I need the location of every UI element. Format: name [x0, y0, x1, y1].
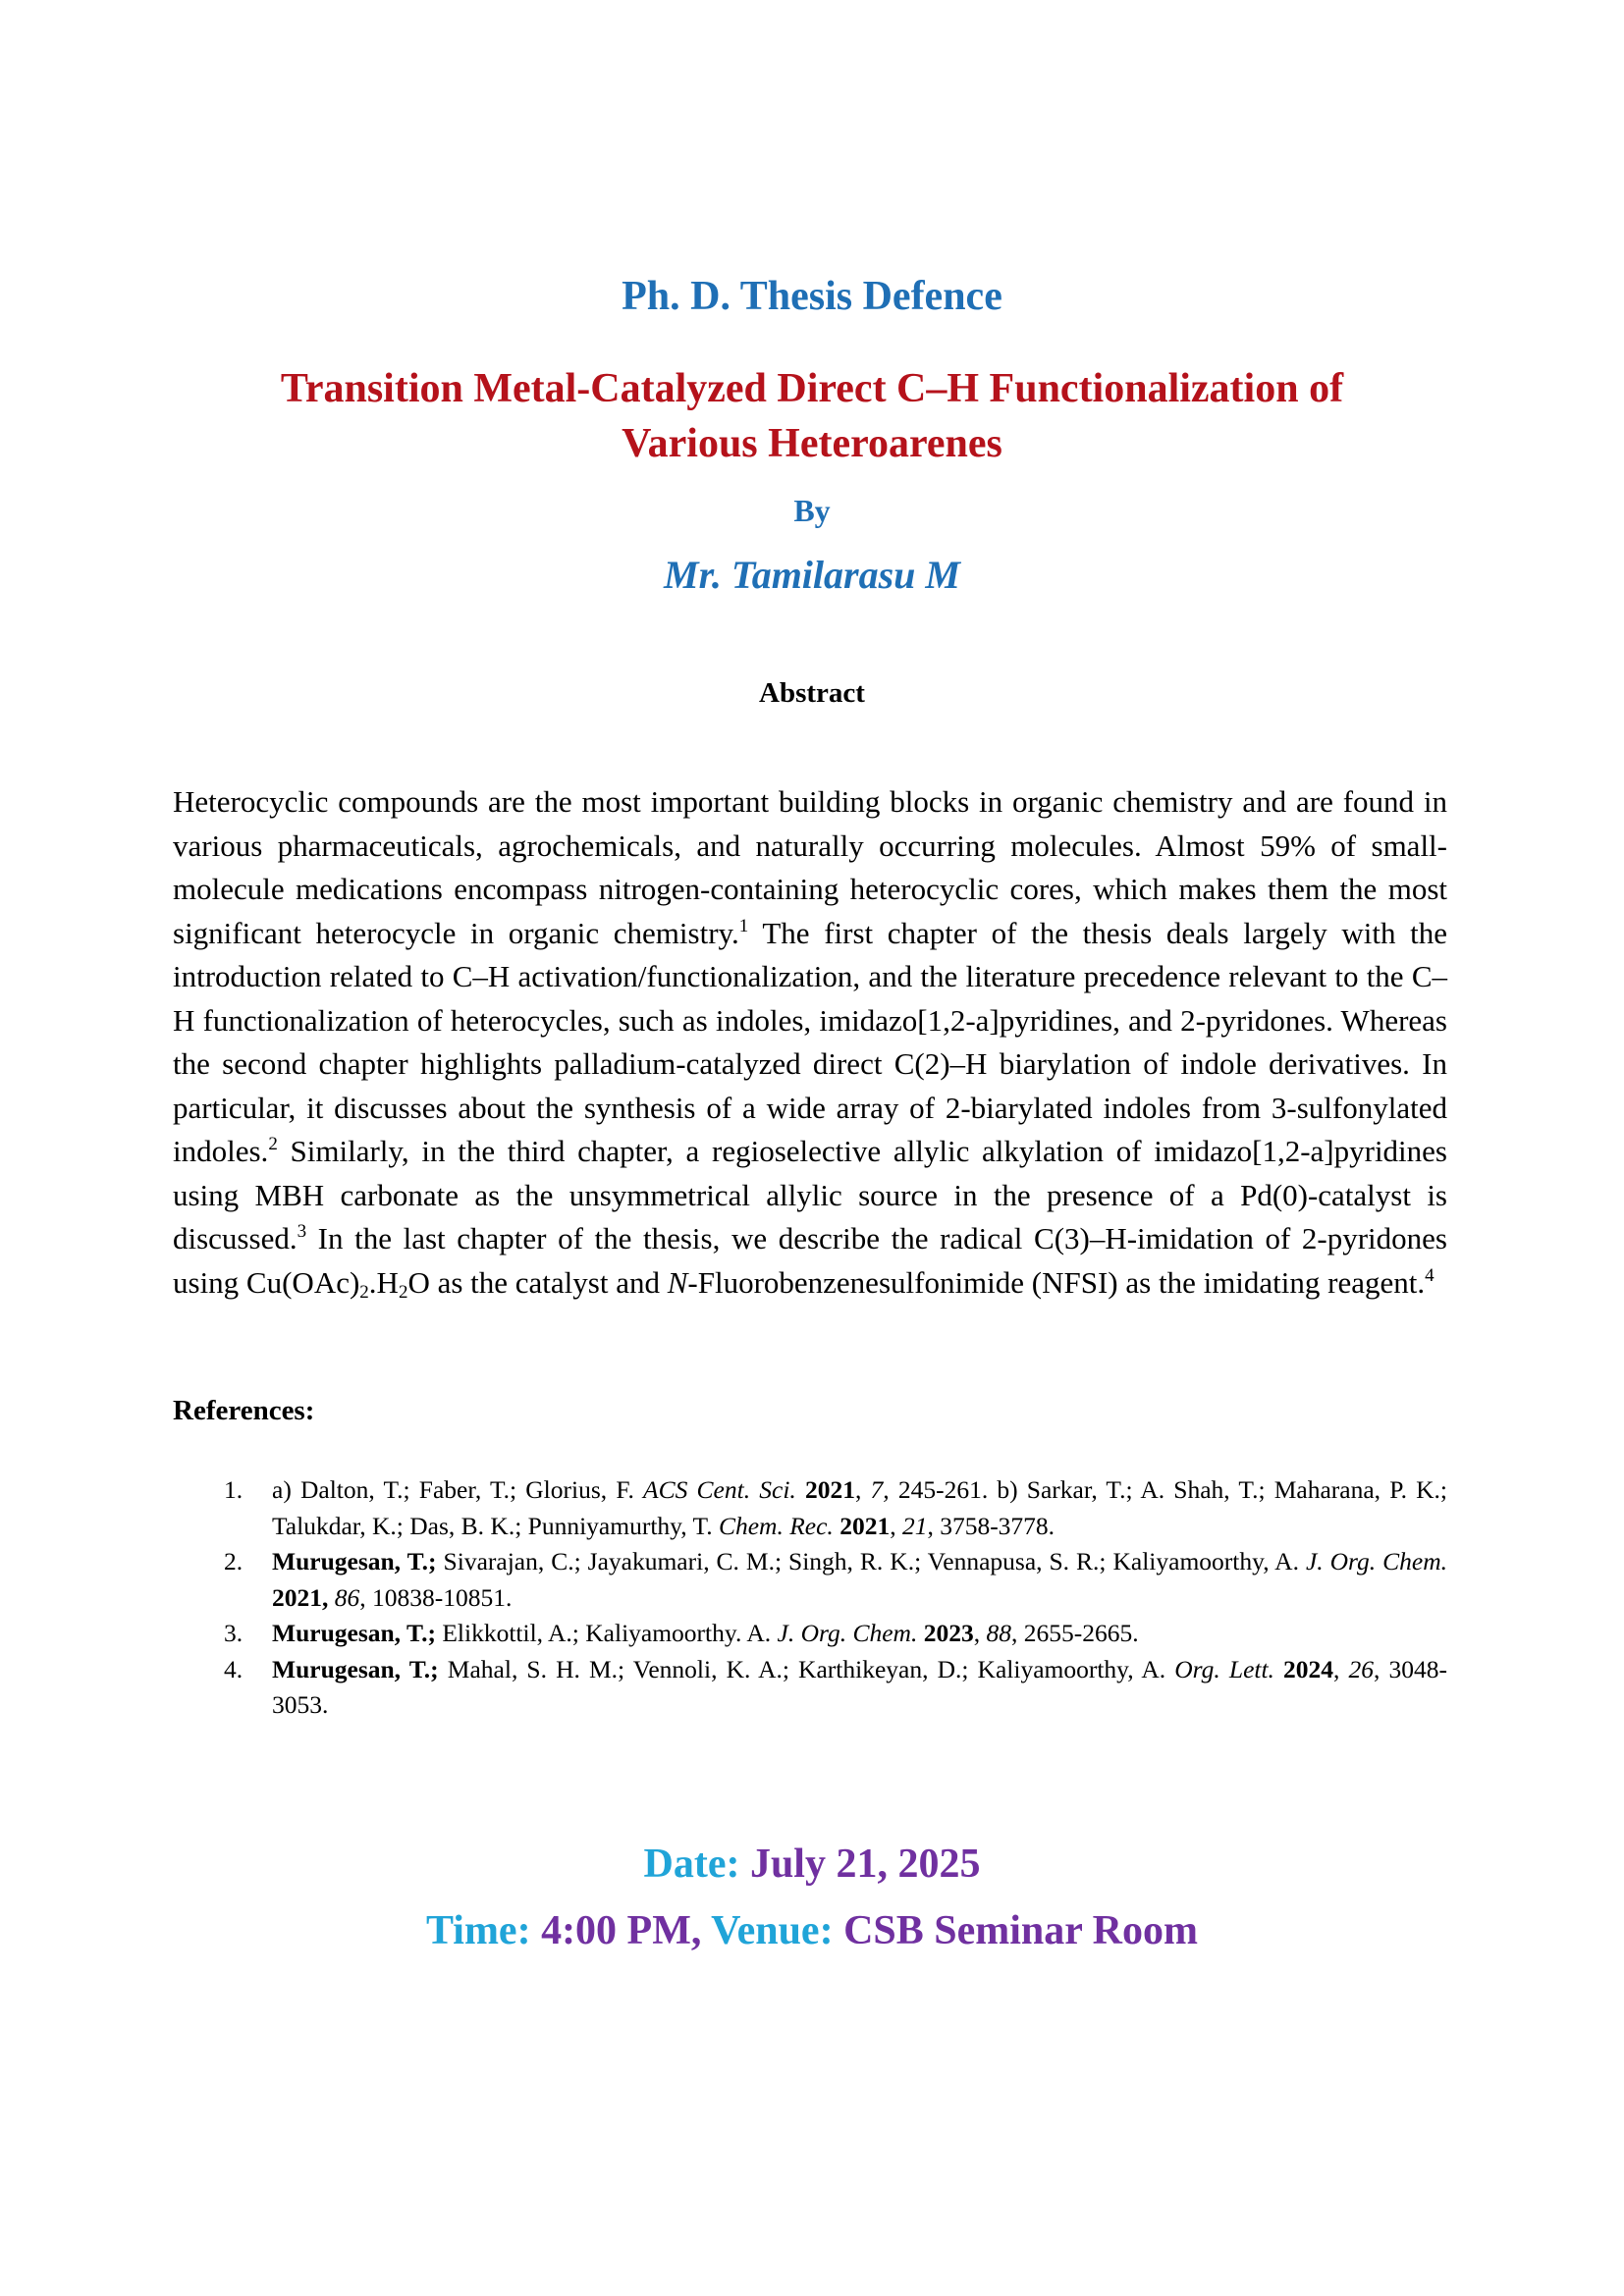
- references-list: [173, 1472, 1447, 1724]
- reference-volume: 21: [901, 1511, 928, 1540]
- reference-journal: ACS Cent. Sci.: [643, 1475, 796, 1504]
- reference-spacer: ,: [854, 1475, 871, 1504]
- date-line: [0, 1841, 1624, 1888]
- abstract-text-7: -Fluorobenzenesulfonimide (NFSI) as the imidating reagent.: [687, 1264, 1426, 1300]
- reference-text: a) Dalton, T.; Faber, T.; Glorius, F.: [272, 1475, 644, 1504]
- abstract-text-6: O as the catalyst and: [407, 1264, 668, 1300]
- reference-year: 2021,: [272, 1582, 329, 1612]
- reference-item-3: [173, 1616, 1447, 1652]
- reference-spacer: ,: [973, 1619, 987, 1647]
- thesis-title: [0, 361, 1624, 471]
- venue-value: CSB Seminar Room: [843, 1908, 1198, 1953]
- reference-item-1: [173, 1472, 1447, 1544]
- event-heading: Ph. D. Thesis Defence: [622, 274, 1002, 319]
- reference-text: 245-261. b) Sarkar, T.; A. Shah, T.; Maharana, P. K.; Talukdar, K.; Das, B. K.; Punniyamurthy, T.: [272, 1475, 1448, 1540]
- time-value: 4:00 PM,: [541, 1908, 712, 1953]
- reference-author: Murugesan, T.;: [272, 1619, 436, 1647]
- reference-pages: , 3758-3778.: [927, 1511, 1056, 1540]
- time-label: Time:: [426, 1908, 542, 1953]
- reference-year: 2024: [1283, 1654, 1334, 1683]
- date-value: July 21, 2025: [749, 1842, 981, 1887]
- thesis-title-line-1: Transition Metal-Catalyzed Direct C–H Functionalization of: [280, 366, 1344, 411]
- reference-spacer: [1274, 1655, 1283, 1683]
- abstract-text-1: Heterocyclic compounds are the most important building blocks in organic chemistry and are found in various pharmaceuticals, agrochemicals, and naturally occurring molecules. Almost 59% of small-molecule medications encompass nitrogen-containing heterocyclic cores, which makes them the most significant heterocycle in organic chemistry.: [173, 784, 1447, 950]
- reference-journal: Org. Lett.: [1174, 1654, 1274, 1683]
- citation-4: 4: [1425, 1264, 1435, 1286]
- abstract-body: [173, 780, 1447, 1305]
- reference-number: 2.: [224, 1547, 244, 1575]
- abstract-heading: Abstract: [759, 677, 865, 709]
- abstract-text-4: In the last chapter of the thesis, we describe the radical C(3)–H-imidation of 2-pyridones using Cu(OAc): [173, 1221, 1447, 1300]
- citation-3: 3: [297, 1221, 307, 1242]
- reference-item-4: [173, 1652, 1447, 1724]
- subscript-2a: 2: [359, 1281, 369, 1303]
- reference-author: Murugesan, T.;: [272, 1547, 437, 1575]
- reference-pages: , 3048-3053.: [272, 1654, 1448, 1719]
- author-name: Mr. Tamilarasu M: [664, 553, 960, 597]
- citation-2: 2: [268, 1134, 278, 1154]
- reference-journal: J. Org. Chem.: [1305, 1547, 1447, 1575]
- abstract-text-2: The first chapter of the thesis deals largely with the introduction related to C–H activation/functionalization, and the literature precedence relevant to the C–H functionalization of heterocycles, such as indoles, imidazo[1,2-a]pyridines, and 2-pyridones. Whereas the second chapter highlights palladium-catalyzed direct C(2)–H biarylation of indole derivatives. In particular, it discusses about the synthesis of a wide array of 2-biarylated indoles from 3-sulfonylated indoles.: [173, 915, 1448, 1168]
- reference-volume: 7,: [870, 1475, 890, 1504]
- italic-n: N: [667, 1264, 688, 1300]
- reference-number: 3.: [224, 1619, 244, 1647]
- reference-volume: 26: [1348, 1654, 1375, 1683]
- reference-pages: , 2655-2665.: [1010, 1619, 1139, 1647]
- reference-year: 2021: [804, 1475, 855, 1504]
- reference-author: Murugesan, T.;: [272, 1654, 439, 1683]
- reference-text: Mahal, S. H. M.; Vennoli, K. A.; Karthikeyan, D.; Kaliyamoorthy, A.: [438, 1654, 1175, 1683]
- reference-year: 2023: [923, 1619, 974, 1647]
- reference-volume: 86: [334, 1582, 360, 1612]
- reference-number: 4.: [224, 1654, 244, 1683]
- references-heading: References:: [173, 1395, 315, 1426]
- thesis-title-line-2: Various Heteroarenes: [622, 421, 1002, 466]
- abstract-text-3: Similarly, in the third chapter, a regioselective allylic alkylation of imidazo[1,2-a]pyridines using MBH carbonate as the unsymmetrical allylic source in the presence of a Pd(0)-catalyst is discussed.: [173, 1134, 1447, 1255]
- date-label: Date:: [643, 1842, 750, 1887]
- time-venue-line: [0, 1907, 1624, 1954]
- reference-year: 2021: [839, 1511, 891, 1540]
- by-label: By: [793, 493, 831, 528]
- abstract-text-5: .H: [368, 1264, 399, 1300]
- venue-label: Venue:: [711, 1908, 844, 1953]
- citation-1: 1: [738, 915, 749, 936]
- reference-number: 1.: [224, 1475, 244, 1504]
- reference-spacer: [796, 1475, 805, 1504]
- reference-item-2: [173, 1544, 1447, 1616]
- subscript-2b: 2: [398, 1281, 408, 1303]
- reference-text: Sivarajan, C.; Jayakumari, C. M.; Singh, R. K.; Vennapusa, S. R.; Kaliyamoorthy, A.: [436, 1547, 1306, 1575]
- reference-journal: J. Org. Chem.: [777, 1619, 918, 1647]
- reference-pages: , 10838-10851.: [359, 1582, 513, 1612]
- reference-text: Elikkottil, A.; Kaliyamoorthy. A.: [435, 1619, 778, 1647]
- reference-journal: Chem. Rec.: [718, 1511, 834, 1540]
- reference-spacer: ,: [1333, 1654, 1349, 1683]
- reference-volume: 88: [986, 1619, 1011, 1647]
- reference-spacer: ,: [890, 1511, 902, 1540]
